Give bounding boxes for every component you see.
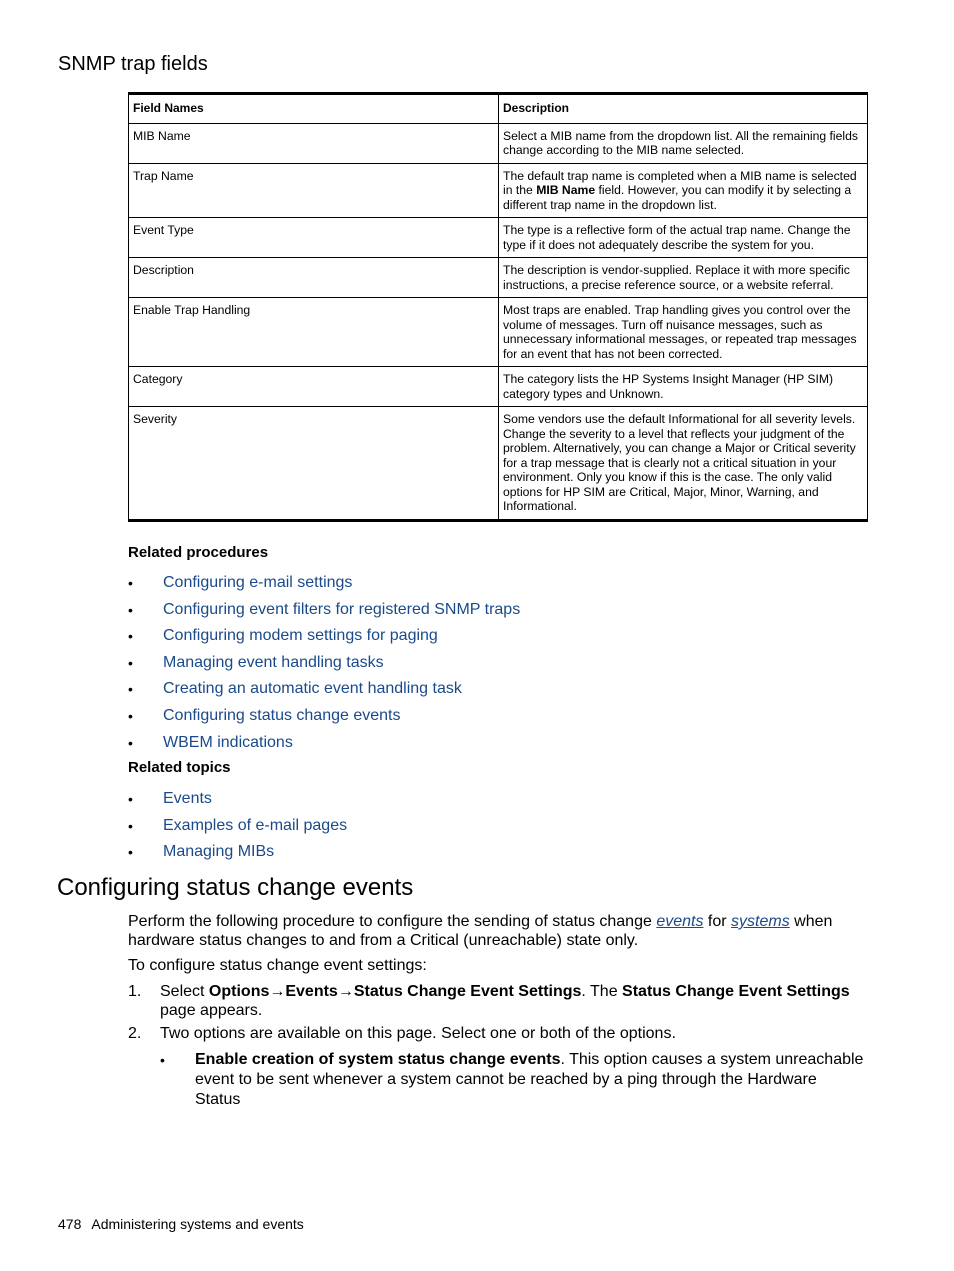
step-2 (128, 1024, 873, 1044)
list-item (128, 789, 828, 816)
page-number: 478 (58, 1216, 82, 1232)
table-row (129, 298, 868, 367)
bullet-icon: • (128, 707, 133, 724)
field-description-cell: Select a MIB name from the dropdown list. All the remaining fields change according to the MIB name selected. (499, 123, 868, 163)
header-field-names: Field Names (129, 94, 499, 124)
link-events-inline[interactable]: events (656, 913, 704, 930)
field-description-cell: The description is vendor-supplied. Replace it with more specific instructions, a precise reference source, or a website referral. (499, 258, 868, 298)
table-row (129, 123, 868, 163)
step-text: Select Options→Events→Status Change Event Settings. The Status Change Event Settings page appears. (160, 983, 850, 1019)
bullet-icon: • (128, 575, 133, 591)
list-item (128, 653, 828, 680)
field-description-cell: The category lists the HP Systems Insight Manager (HP SIM) category types and Unknown. (499, 367, 868, 407)
bullet-icon: • (128, 654, 133, 671)
link-managing-event-handling-tasks[interactable]: Managing event handling tasks (163, 653, 384, 671)
field-description-cell: The type is a reflective form of the actual trap name. Change the type if it does not adequately describe the system for you. (499, 218, 868, 258)
section-title: SNMP trap fields (58, 53, 208, 75)
table-row (129, 258, 868, 298)
list-item (128, 816, 828, 843)
bullet-icon: • (128, 791, 133, 807)
bullet-icon: • (128, 628, 133, 645)
list-item (128, 573, 828, 600)
field-name-cell: Description (129, 258, 499, 298)
link-configuring-modem-settings[interactable]: Configuring modem settings for paging (163, 627, 438, 645)
link-configuring-email-settings[interactable]: Configuring e-mail settings (163, 574, 353, 591)
step-number: 1. (128, 983, 142, 1000)
list-item (128, 842, 828, 869)
table-row (129, 367, 868, 407)
field-name-cell: MIB Name (129, 123, 499, 163)
table-row (129, 407, 868, 521)
to-configure-paragraph: To configure status change event settings: (128, 957, 427, 974)
bullet-icon: • (128, 601, 133, 618)
option-bullet (160, 1050, 864, 1108)
bullet-icon: • (128, 681, 133, 698)
chapter-title: Administering systems and events (91, 1216, 304, 1232)
bullet-icon: • (160, 1052, 165, 1068)
bullet-icon: • (128, 817, 133, 834)
related-topics-list (128, 789, 828, 869)
intro-paragraph: Perform the following procedure to configure the sending of status change events for systems when hardware status changes to and from a Critical (unreachable) state only. (128, 913, 833, 949)
list-item (128, 733, 828, 760)
related-procedures-heading: Related procedures (128, 544, 269, 561)
list-item (128, 706, 828, 733)
table-row (129, 163, 868, 218)
related-topics-heading: Related topics (128, 759, 231, 776)
link-creating-automatic-event-task[interactable]: Creating an automatic event handling task (163, 680, 462, 698)
link-wbem-indications[interactable]: WBEM indications (163, 733, 293, 751)
link-configuring-status-change-events[interactable]: Configuring status change events (163, 706, 401, 724)
table-header-row (129, 94, 868, 124)
link-events[interactable]: Events (163, 790, 212, 807)
field-description-cell: Some vendors use the default Informational for all severity levels. Change the severity to a level that reflects your judgment of the problem. Alternatively, you can change a Major or Critical severity for a trap message that is clearly not a critical situation in your environment. Only you know if this is the case. The only valid options for HP SIM are Critical, Major, Minor, Warning, and Informational. (499, 407, 868, 521)
list-item (128, 626, 828, 653)
related-procedures-list (128, 573, 828, 759)
link-configuring-event-filters[interactable]: Configuring event filters for registered SNMP traps (163, 600, 521, 618)
field-name-cell: Event Type (129, 218, 499, 258)
step-number: 2. (128, 1025, 142, 1042)
section2-title: Configuring status change events (57, 874, 414, 901)
step-text: Two options are available on this page. Select one or both of the options. (160, 1025, 676, 1042)
field-name-cell: Trap Name (129, 163, 499, 218)
list-item (128, 679, 828, 706)
field-name-cell: Category (129, 367, 499, 407)
field-description-cell: The default trap name is completed when a MIB name is selected in the MIB Name field. However, you can modify it by selecting a different trap name in the dropdown list. (499, 163, 868, 218)
option-text: Enable creation of system status change events. This option causes a system unreachable event to be sent whenever a system cannot be reached by a ping through the Hardware Status (195, 1051, 864, 1108)
link-examples-email-pages[interactable]: Examples of e-mail pages (163, 816, 348, 834)
table-row (129, 218, 868, 258)
step-1 (128, 982, 873, 1022)
list-item (128, 600, 828, 627)
field-name-cell: Severity (129, 407, 499, 521)
snmp-trap-fields-table (128, 92, 868, 522)
bullet-icon: • (128, 844, 133, 861)
field-name-cell: Enable Trap Handling (129, 298, 499, 367)
bullet-icon: • (128, 734, 133, 751)
link-systems-inline[interactable]: systems (731, 913, 790, 930)
link-managing-mibs[interactable]: Managing MIBs (163, 843, 275, 861)
header-description: Description (499, 94, 868, 124)
page-footer (58, 1216, 304, 1232)
field-description-cell: Most traps are enabled. Trap handling gives you control over the volume of messages. Turn off nuisance messages, such as unnecessary informational messages, or repeated trap messages for an event that has not been corrected. (499, 298, 868, 367)
